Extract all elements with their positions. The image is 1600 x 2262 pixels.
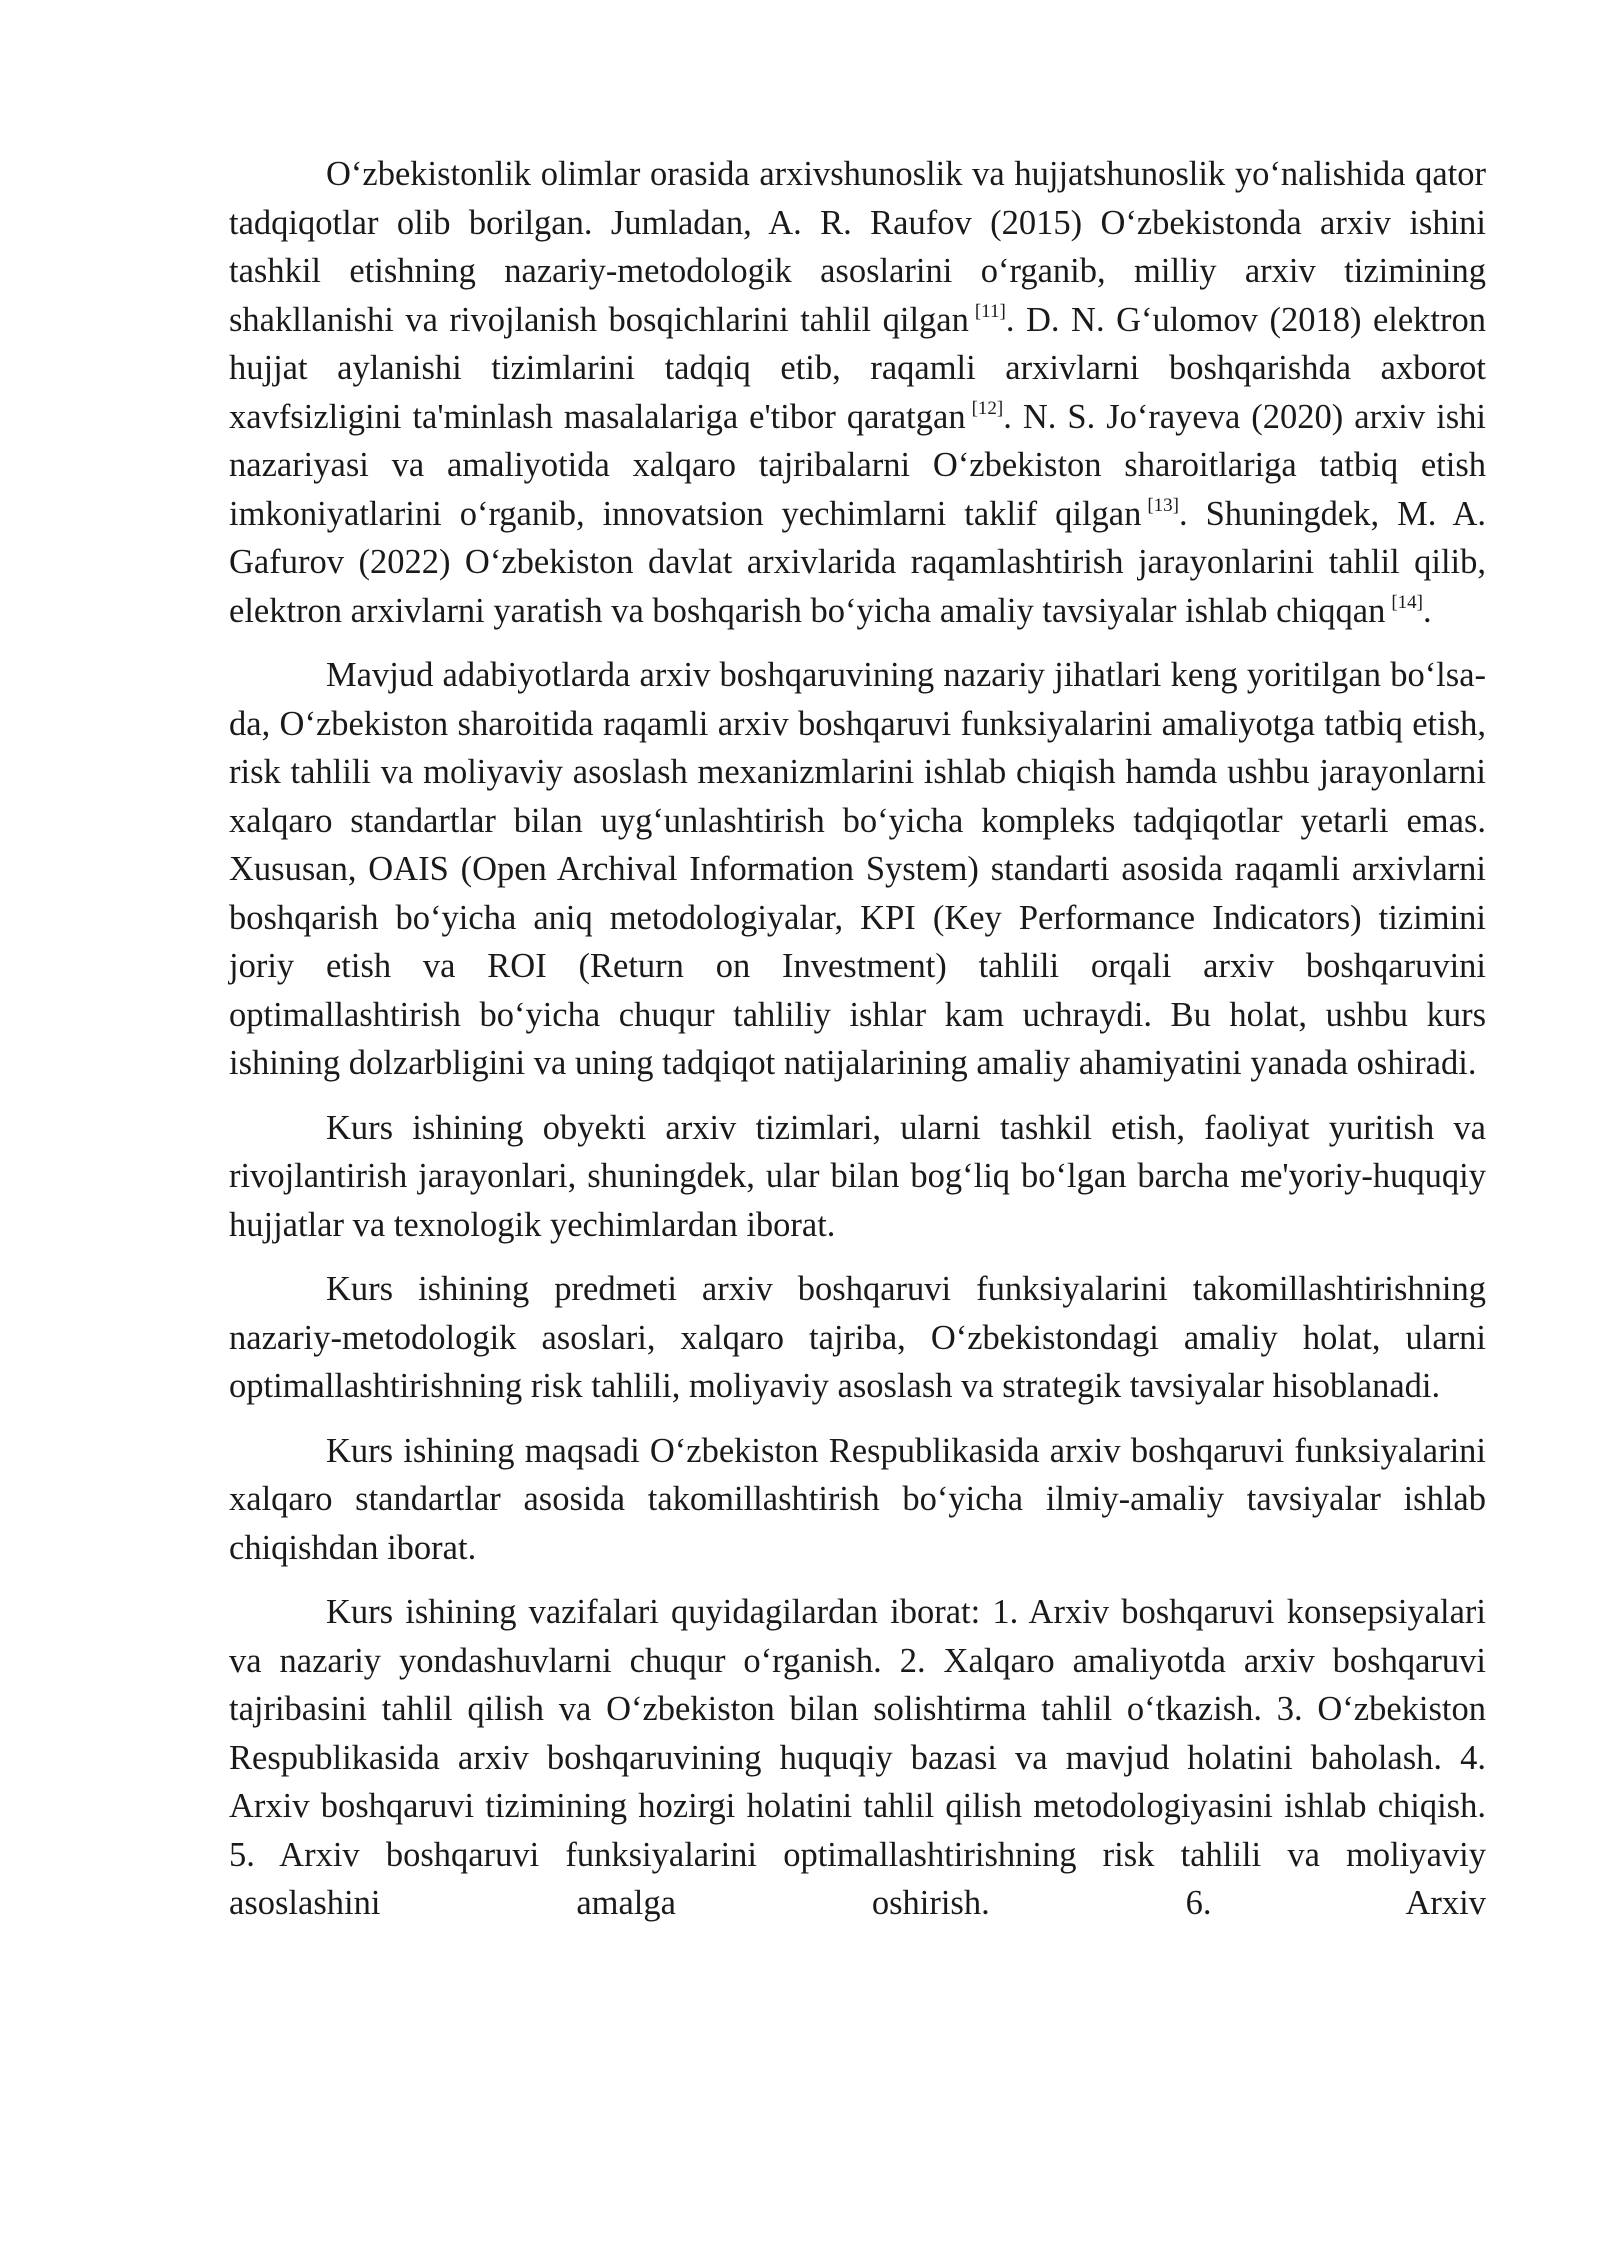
text-segment: Kurs ishining predmeti arxiv boshqaruvi funksiyalarini takomillashtirishning nazariy-metodologik asoslari, xalqaro tajriba, O‘zbekistondagi amaliy holat, ularni optimallashtirishning risk tahlili, moliyaviy asoslash va strategik tavsiyalar hisoblanadi. <box>229 1270 1486 1405</box>
paragraph-research-object <box>229 1104 1486 1250</box>
citation-reference: [13] <box>1147 494 1179 516</box>
text-segment: Kurs ishining obyekti arxiv tizimlari, ularni tashkil etish, faoliyat yuritish va rivojlantirish jarayonlari, shuningdek, ular bilan bog‘liq bo‘lgan barcha me'yoriy-huquqiy hujjatlar va texnologik yechimlardan iborat. <box>229 1108 1486 1244</box>
citation-reference: [11] <box>974 300 1006 322</box>
paragraph-research-goal <box>229 1427 1486 1573</box>
citation-reference: [12] <box>971 397 1004 419</box>
paragraph-research-tasks <box>229 1588 1486 1928</box>
document-page <box>229 150 1486 1928</box>
text-segment: Mavjud adabiyotlarda arxiv boshqaruvining nazariy jihatlari keng yoritilgan bo‘lsa-da, O‘zbekiston sharoitida raqamli arxiv boshqaruvi funksiyalarini amaliyotga tatbiq etish, risk tahlili va moliyaviy asoslash mexanizmlarini ishlab chiqish hamda ushbu jarayonlarni xalqaro standartlar bilan uyg‘unlashtirish bo‘yicha kompleks tadqiqotlar yetarli emas. Xususan, OAIS (Open Archival Information System) standarti asosida raqamli arxivlarni boshqarish bo‘yicha aniq metodologiyalar, KPI (Key Performance Indicators) tizimini joriy etish va ROI (Return on Investment) tahlili orqali arxiv boshqaruvini optimallashtirish bo‘yicha chuqur tahliliy ishlar kam uchraydi. Bu holat, ushbu kurs ishining dolzarbligini va uning tadqiqot natijalarining amaliy ahamiyatini yanada oshiradi. <box>229 656 1486 1082</box>
text-segment: . Shuningdek, M. A. Gafurov (2022) O‘zbekiston davlat arxivlarida raqamlashtirish jarayonlarini tahlil qilib, elektron arxivlarni yaratish va boshqarish bo‘yicha amaliy tavsiyalar ishlab chiqqan <box>229 494 1486 630</box>
text-segment: Kurs ishining vazifalari quyidagilardan iborat: 1. Arxiv boshqaruvi konsepsiyalari va nazariy yondashuvlarni chuqur o‘rganish. 2. Xalqaro amaliyotda arxiv boshqaruvi tajribasini tahlil qilish va O‘zbekiston bilan solishtirma tahlil o‘tkazish. 3. O‘zbekiston Respublikasida arxiv boshqaruvining huquqiy bazasi va mavjud holatini baholash. 4. Arxiv boshqaruvi tizimining hozirgi holatini tahlil qilish metodologiyasini ishlab chiqish. 5. Arxiv boshqaruvi funksiyalarini optimallashtirishning risk tahlili va moliyaviy asoslashini amalga oshirish. 6. Arxiv <box>229 1593 1486 1922</box>
text-segment: O‘zbekistonlik olimlar orasida arxivshunoslik va hujjatshunoslik yo‘nalishida qator tadqiqotlar olib borilgan. Jumladan, A. R. Raufov (2015) O‘zbekistonda arxiv ishini tashkil etishning nazariy-metodologik asoslarini o‘rganib, milliy arxiv tizimining shakllanishi va rivojlanish bosqichlarini tahlil qilgan <box>229 155 1486 339</box>
text-segment: Kurs ishining maqsadi O‘zbekiston Respublikasida arxiv boshqaruvi funksiyalarini xalqaro standartlar asosida takomillashtirish bo‘yicha ilmiy-amaliy tavsiyalar ishlab chiqishdan iborat. <box>229 1431 1486 1567</box>
citation-reference: [14] <box>1391 591 1423 613</box>
paragraph-literature-review <box>229 150 1486 635</box>
paragraph-research-gap <box>229 651 1486 1088</box>
text-segment: . N. S. Jo‘rayeva (2020) arxiv ishi nazariyasi va amaliyotida xalqaro tajribalarni O‘zbekiston sharoitlariga tatbiq etish imkoniyatlarini o‘rganib, innovatsion yechimlarni taklif qilgan <box>229 397 1486 533</box>
paragraph-research-subject <box>229 1265 1486 1411</box>
text-segment: . <box>1423 591 1432 630</box>
text-segment: . D. N. G‘ulomov (2018) elektron hujjat aylanishi tizimlarini tadqiq etib, raqamli arxivlarni boshqarishda axborot xavfsizligini ta'minlash masalalariga e'tibor qaratgan <box>229 300 1486 436</box>
